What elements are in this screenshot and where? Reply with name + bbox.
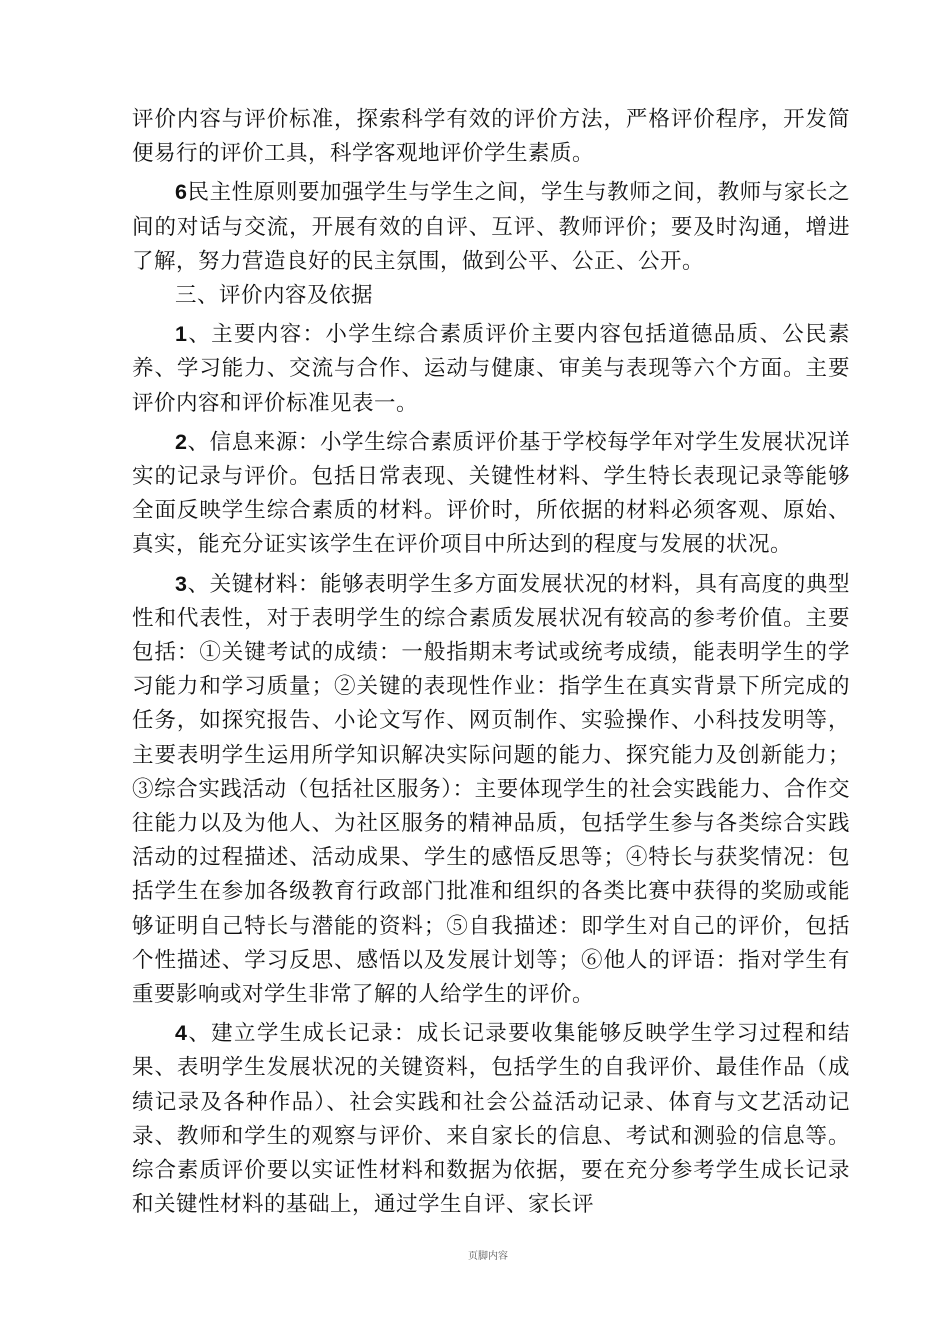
paragraph-growth-record bbox=[132, 1016, 850, 1222]
paragraph-text: 、建立学生成长记录：成长记录要收集能够反映学生学习过程和结果、表明学生发展状况的关键资料，包括学生的自我评价、最佳作品（成绩记录及各种作品）、社会实践和社会公益活动记录、体育与文艺活动记录、教师和学生的观察与评价、来自家长的信息、考试和测验的信息等。综合素质评价要以实证性材料和数据为依据，要在充分参考学生成长记录和关键性材料的基础上，通过学生自评、家长评 bbox=[132, 1021, 850, 1218]
paragraph-key-materials bbox=[132, 567, 850, 1013]
paragraph-number: 4 bbox=[175, 1021, 188, 1046]
paragraph-text: 、信息来源：小学生综合素质评价基于学校每学年对学生发展状况详实的记录与评价。包括日常表现、关键性材料、学生特长表现记录等能够全面反映学生综合素质的材料。评价时，所依据的材料必须客观、原始、真实，能充分证实该学生在评价项目中所达到的程度与发展的状况。 bbox=[132, 429, 850, 558]
paragraph-text: 评价内容与评价标准，探索科学有效的评价方法，严格评价程序，开发简便易行的评价工具，科学客观地评价学生素质。 bbox=[132, 107, 850, 167]
paragraph-text: 民主性原则要加强学生与学生之间，学生与教师之间，教师与家长之间的对话与交流，开展有效的自评、互评、教师评价；要及时沟通，增进了解，努力营造良好的民主氛围，做到公平、公正、公开。 bbox=[132, 180, 850, 274]
paragraph-continued bbox=[132, 103, 850, 171]
paragraph-main-content bbox=[132, 317, 850, 421]
paragraph-democracy-principle bbox=[132, 175, 850, 279]
paragraph-number: 6 bbox=[175, 180, 188, 205]
paragraph-info-source bbox=[132, 425, 850, 563]
section-heading bbox=[132, 279, 850, 313]
document-body bbox=[132, 103, 850, 1223]
paragraph-number: 3 bbox=[175, 571, 188, 596]
paragraph-text: 、主要内容：小学生综合素质评价主要内容包括道德品质、公民素养、学习能力、交流与合作、运动与健康、审美与表现等六个方面。主要评价内容和评价标准见表一。 bbox=[132, 322, 850, 416]
heading-text: 三、评价内容及依据 bbox=[175, 283, 374, 309]
paragraph-number: 1 bbox=[175, 322, 188, 347]
paragraph-number: 2 bbox=[175, 429, 188, 454]
paragraph-text: 、关键材料：能够表明学生多方面发展状况的材料，具有高度的典型性和代表性，对于表明学生的综合素质发展状况有较高的参考价值。主要包括：①关键考试的成绩：一般指期末考试或统考成绩，能表明学生的学习能力和学习质量；②关键的表现性作业：指学生在真实背景下所完成的任务，如探究报告、小论文写作、网页制作、实验操作、小科技发明等，主要表明学生运用所学知识解决实际问题的能力、探究能力及创新能力；③综合实践活动（包括社区服务）：主要体现学生的社会实践能力、合作交往能力以及为他人、为社区服务的精神品质，包括学生参与各类综合实践活动的过程描述、活动成果、学生的感悟反思等；④特长与获奖情况：包括学生在参加各级教育行政部门批准和组织的各类比赛中获得的奖励或能够证明自己特长与潜能的资料；⑤自我描述：即学生对自己的评价，包括个性描述、学习反思、感悟以及发展计划等；⑥他人的评语：指对学生有重要影响或对学生非常了解的人给学生的评价。 bbox=[132, 571, 850, 1008]
page-footer: 页脚内容 bbox=[468, 1251, 508, 1262]
